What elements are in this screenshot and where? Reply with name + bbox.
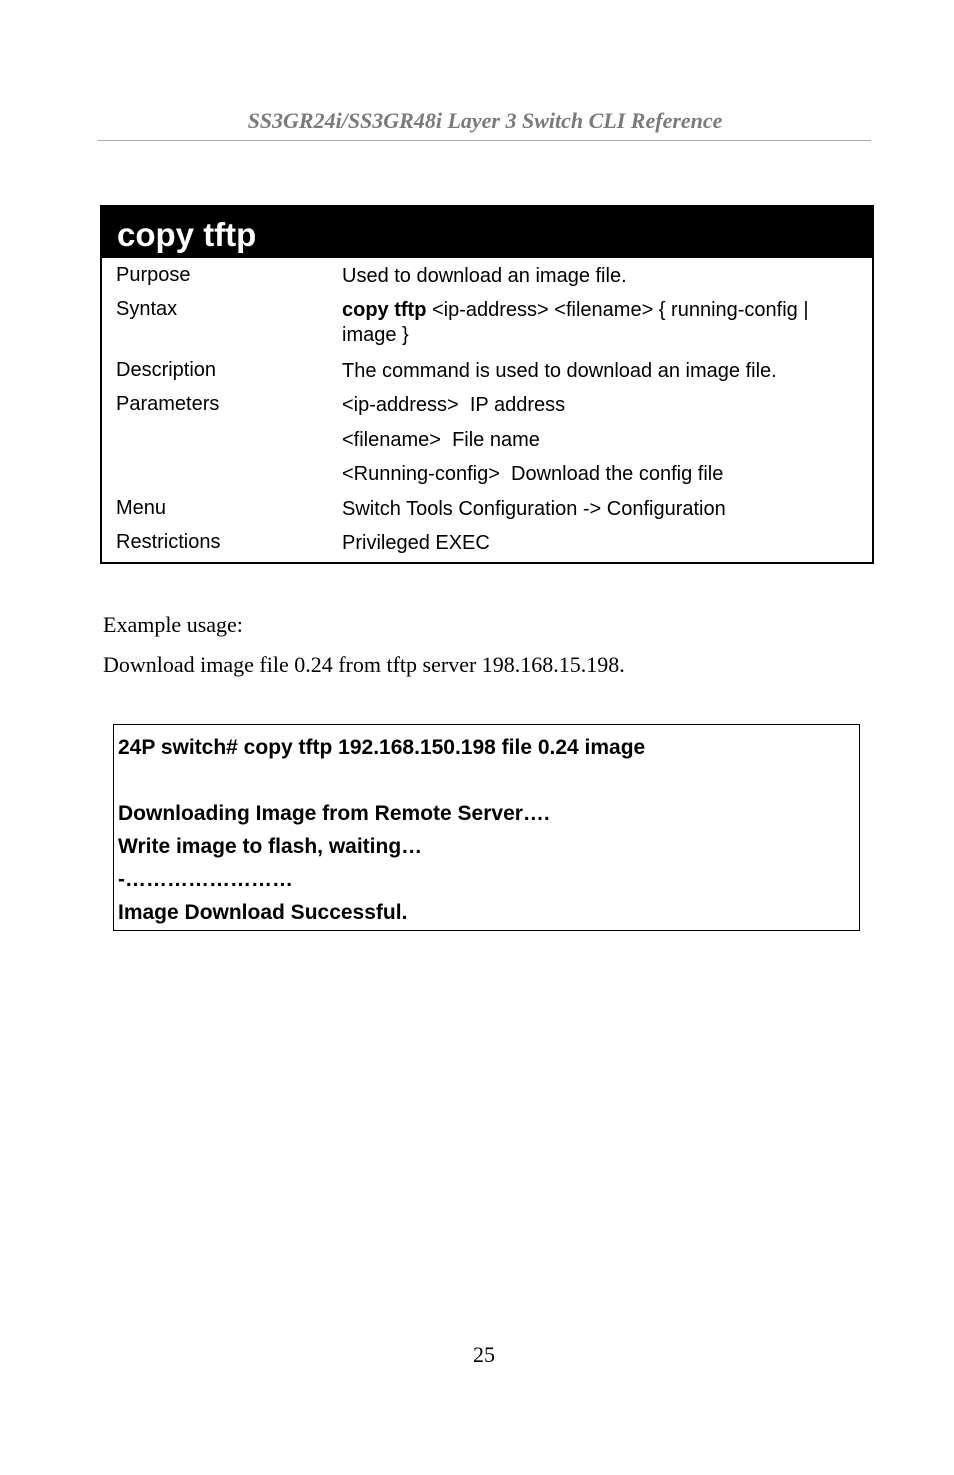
code-example-box [113,724,860,931]
example-description: Download image file 0.24 from tftp server 198.168.15.198. [103,652,625,677]
parameter-item: <filename> File name [342,429,540,451]
syntax-label: Syntax [116,298,178,320]
example-label: Example usage: [103,612,243,637]
code-line: -…………………… [118,868,293,891]
restrictions-value: Privileged EXEC [342,532,490,554]
purpose-label: Purpose [116,264,191,286]
code-line: Downloading Image from Remote Server…. [118,802,550,825]
syntax-value [342,298,857,348]
description-label: Description [116,359,217,381]
parameter-item: <ip-address> IP address [342,394,566,416]
code-line: Write image to flash, waiting… [118,835,423,858]
parameter-item: <Running-config> Download the config file [342,463,724,485]
syntax-keyword: copy tftp [342,299,427,321]
header-rule [98,140,871,141]
command-table [100,205,874,564]
parameters-label: Parameters [116,393,220,415]
code-line: Image Download Successful. [118,901,408,924]
page-number: 25 [473,1342,495,1367]
menu-value: Switch Tools Configuration -> Configuration [342,498,726,520]
page-header: SS3GR24i/SS3GR48i Layer 3 Switch CLI Reference [247,108,723,133]
restrictions-label: Restrictions [116,531,221,553]
code-line: 24P switch# copy tftp 192.168.150.198 file 0.24 image [118,736,646,759]
syntax-arguments: <ip-address> <filename> { running-config | image } [342,299,809,346]
purpose-value: Used to download an image file. [342,265,627,287]
command-title: copy tftp [102,207,872,258]
menu-label: Menu [116,497,167,519]
description-value: The command is used to download an image file. [342,360,777,382]
